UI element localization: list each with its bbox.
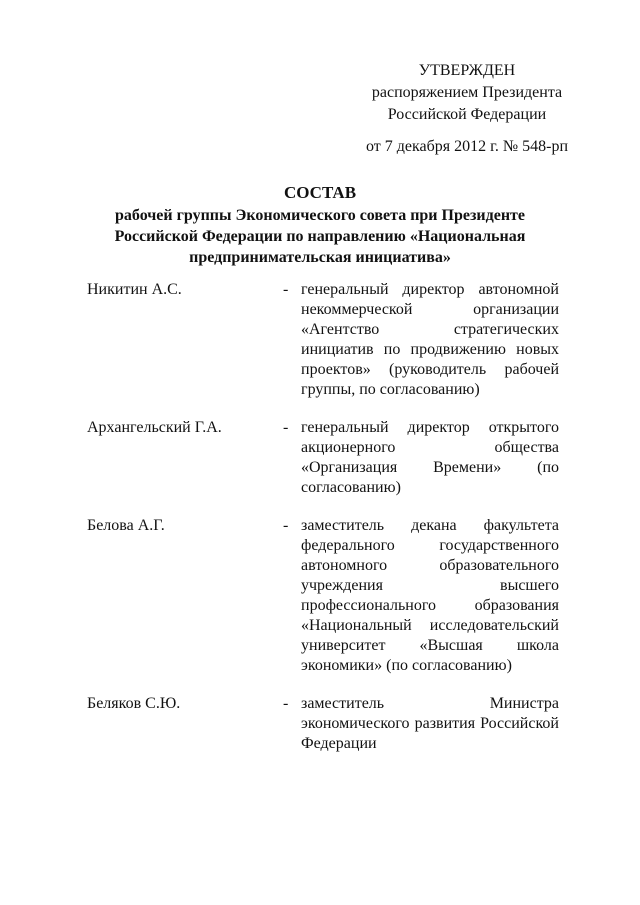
document-title-block (80, 182, 560, 268)
approval-date: от 7 декабря 2012 г. № 548-рп (365, 138, 569, 155)
approval-authority: распоряжением Президента (371, 84, 563, 101)
member-role: заместитель Министра экономического развития Российской Федерации (301, 695, 559, 752)
member-dash: - (283, 281, 289, 298)
members-list (87, 280, 562, 772)
document-subtitle-line-1: рабочей группы Экономического совета при Президенте (115, 207, 525, 224)
member-role: заместитель декана факультета федерального государственного автономного образовательного учреждения высшего профессионального образования «Национальный исследовательский университет «Высшая школа экономики» (по согласованию) (301, 517, 559, 674)
member-name: Белова А.Г. (87, 517, 165, 534)
document-subtitle-line-3: предпринимательская инициатива» (189, 249, 451, 266)
approval-country: Российской Федерации (387, 106, 547, 123)
member-role: генеральный директор автономной некоммерческой организации «Агентство стратегических инициатив по продвижению новых проектов» (руководитель рабочей группы, по согласованию) (301, 281, 559, 398)
member-dash: - (283, 695, 289, 712)
member-dash: - (283, 419, 289, 436)
member-entry (87, 694, 562, 754)
member-role: генеральный директор открытого акционерного общества «Организация Времени» (по согласованию) (301, 419, 559, 496)
member-name: Беляков С.Ю. (87, 695, 181, 712)
member-name: Архангельский Г.А. (87, 419, 222, 436)
approval-stamp (362, 60, 572, 158)
member-entry (87, 516, 562, 676)
member-name: Никитин А.С. (87, 281, 182, 298)
member-entry (87, 418, 562, 498)
document-heading: СОСТАВ (283, 183, 357, 202)
document-subtitle-line-2: Российской Федерации по направлению «Национальная (114, 228, 526, 245)
member-dash: - (283, 517, 289, 534)
approval-title: УТВЕРЖДЕН (418, 62, 516, 79)
member-entry (87, 280, 562, 400)
